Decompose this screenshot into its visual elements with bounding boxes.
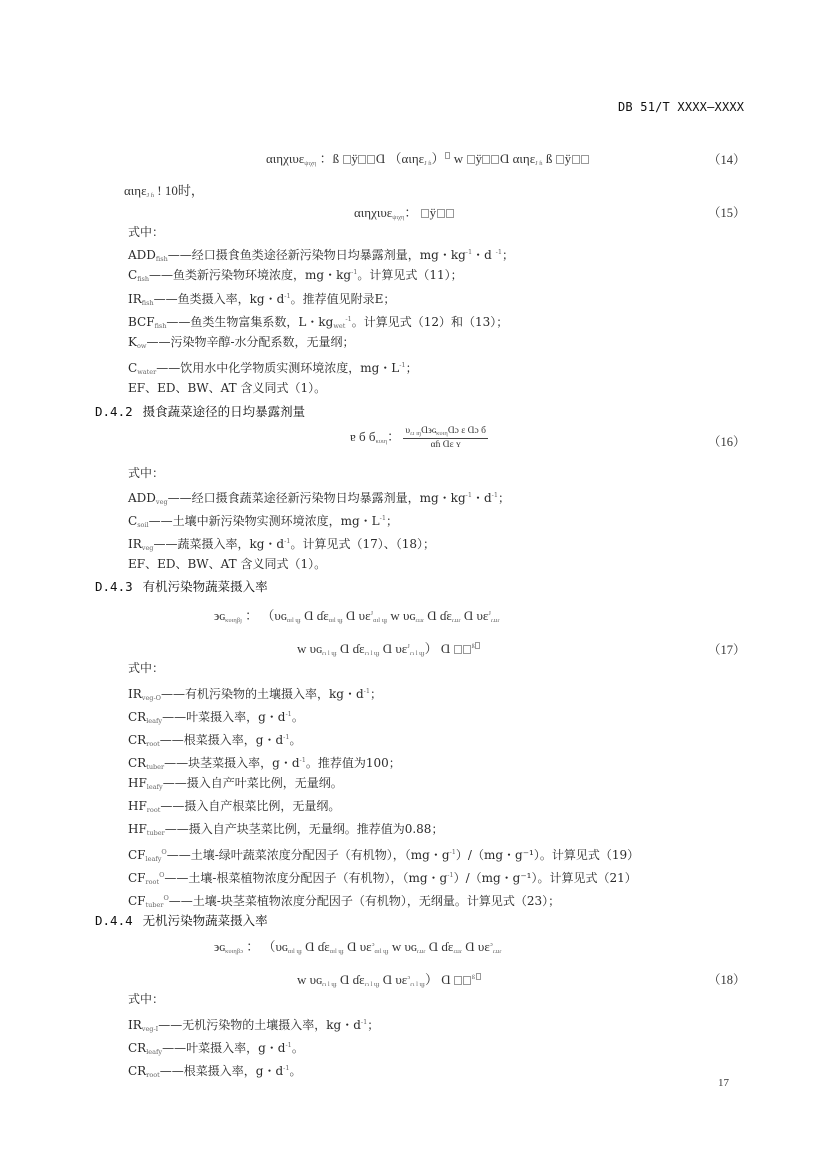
def-text: ——鱼类摄入率，kg・d — [153, 292, 285, 306]
equation-18-line-2 — [297, 969, 481, 988]
eq17-part: w υɢ — [297, 641, 322, 656]
def-sub: fish — [137, 275, 150, 283]
def-sup: O — [163, 894, 169, 902]
def-sup: -1 — [285, 710, 292, 718]
equation-number-16: （16） — [708, 435, 746, 449]
document-code: DB 51/T XXXX—XXXX — [618, 100, 745, 114]
definition-item — [128, 821, 443, 841]
def-text: ——土壤-块茎菜植物浓度分配因子（有机物），无纲量。计算见式（23）； — [168, 894, 561, 908]
def-sup: -1 — [491, 491, 498, 499]
section-number: D.4.2 — [95, 404, 133, 419]
equation-number-15: （15） — [708, 206, 746, 220]
section-title: 摄食蔬菜途径的日均暴露剂量 — [142, 404, 306, 419]
def-text: 。计算见式（11）； — [357, 268, 463, 282]
def-sub: wet — [333, 322, 346, 330]
def-sub: root — [146, 740, 160, 748]
missing-glyph-icon — [437, 209, 445, 218]
def-text: ——摄入自产块茎菜比例，无量纲。推荐值为0.88； — [164, 822, 444, 836]
eq17-sub: ɑɪl ɥɟ — [373, 617, 388, 624]
def-symbol: CR — [128, 756, 147, 770]
eq18-part: w υɢ — [297, 972, 322, 987]
definition-item — [128, 752, 401, 775]
def-text: ； — [367, 1018, 380, 1032]
def-text: ・d — [472, 248, 496, 262]
def-text: ——根菜摄入率，g・d — [159, 1064, 284, 1078]
definition-item — [128, 533, 435, 556]
def-sup: -1 — [360, 1018, 368, 1026]
def-text: ——鱼类新污染物环境浓度，mg・kg — [149, 268, 352, 282]
eq16-sub: κυιη — [436, 430, 448, 438]
def-symbol: IR — [128, 687, 142, 701]
def-symbol: CR — [128, 733, 147, 747]
equation-14 — [266, 148, 589, 167]
eq18-sup: ß — [471, 974, 476, 981]
eq16-denominator: αɦ Ɑε ʏ — [430, 440, 461, 451]
eq17-sup: ß — [471, 643, 475, 650]
eq18-sub: ɑɪl ɥɟ — [374, 948, 389, 955]
def-text: 。推荐值见附录E； — [290, 292, 396, 306]
eq17-part: ϶ɢ — [214, 608, 226, 623]
def-text: 。 — [289, 1064, 302, 1078]
eq18-sub: ɾɹɹɾ — [453, 948, 463, 955]
eq14-part: w — [450, 151, 467, 166]
def-text: ——蔬菜摄入率，kg・d — [153, 537, 285, 551]
eq18-part: Ɑ υɛ — [343, 939, 372, 954]
def-text: 。计算见式（17）、（18）； — [290, 537, 435, 551]
def-sup: -1 — [299, 756, 306, 764]
def-symbol: CR — [128, 710, 147, 724]
def-text: ——土壤-绿叶蔬菜浓度分配因子（有机物），（mg・g — [166, 848, 450, 862]
def-text: ——经口摄食蔬菜途径新污染物日均暴露剂量，mg・kg — [167, 491, 466, 505]
eq17-part: Ɑ υɛ — [342, 608, 371, 623]
equation-number-14: （14） — [708, 153, 746, 167]
equation-17-line-1 — [214, 605, 500, 624]
definition-item — [128, 706, 304, 729]
missing-glyph-icon — [482, 155, 490, 164]
def-sup: -1 — [363, 687, 370, 695]
def-sub: fish — [155, 255, 168, 263]
def-sub: leafy — [146, 1048, 163, 1056]
missing-glyph-icon — [463, 976, 471, 985]
def-sup: -1 — [351, 268, 358, 276]
def-sub: veg — [141, 544, 154, 552]
eq17-part: w υɢ — [387, 608, 416, 623]
equation-15 — [354, 202, 454, 221]
cond-rest: ! 10时， — [153, 183, 204, 198]
def-text: ； — [498, 491, 511, 505]
def-sub: tuber — [146, 829, 165, 837]
eq14-sub: J ɦ — [535, 160, 543, 167]
def-sub: veg-O — [141, 694, 161, 702]
eq18-part: w υɢ — [388, 939, 417, 954]
def-text: ・d — [471, 491, 492, 505]
def-text: 。推荐值为100； — [305, 756, 401, 770]
missing-glyph-icon — [358, 155, 366, 164]
eq17-part: ） Ɑ — [424, 641, 454, 656]
missing-glyph-icon — [343, 155, 351, 164]
def-sup: -1 — [465, 491, 472, 499]
missing-glyph-icon — [476, 973, 481, 980]
def-sub: ow — [136, 342, 147, 350]
def-sub: root — [146, 1071, 160, 1079]
def-text: ——摄入自产根菜比例，无量纲。 — [160, 799, 341, 813]
eq17-sub: ɾɿ l ɥɟ — [321, 650, 337, 657]
equation-18-line-1 — [214, 936, 501, 955]
def-sub: water — [137, 368, 157, 376]
def-text: 。 — [291, 1041, 304, 1055]
def-sub: fish — [141, 299, 154, 307]
eq18-sub: ɾɹɹɾ — [416, 948, 426, 955]
eq16-part: υ — [405, 426, 411, 437]
eq18-sub: κυιηβɔ — [225, 948, 243, 955]
section-number: D.4.4 — [95, 913, 133, 928]
def-sub: soil — [137, 521, 149, 529]
eq17-sub: ɑɪl ɥɟ — [328, 617, 343, 624]
eq18-sub: ɑɪl ɥɟ — [287, 948, 302, 955]
missing-glyph-icon — [581, 155, 589, 164]
def-text: EF、ED、BW、AT 含义同式（1）。 — [128, 381, 327, 395]
def-symbol: IR — [128, 537, 142, 551]
eq18-part: Ɑ υɛ — [462, 939, 490, 954]
def-sup: -1 — [345, 315, 352, 323]
def-text: ； — [369, 687, 382, 701]
eq14-lhs: αιηχιυε — [266, 151, 305, 166]
definition-item — [128, 357, 418, 380]
eq16-part: Ɑɔ ɛ Ɑɔ б — [447, 426, 486, 437]
eq16-lhs-sub: κυιη — [375, 438, 388, 445]
eq17-sup: J — [407, 643, 410, 650]
missing-glyph-icon — [463, 645, 471, 654]
def-symbol: HF — [128, 822, 147, 836]
def-symbol: HF — [128, 776, 147, 790]
page-number: 17 — [718, 1077, 729, 1089]
def-text: ——饮用水中化学物质实测环境浓度，mg・L — [156, 361, 400, 375]
def-sup: -1 — [285, 1041, 292, 1049]
def-text: 。 — [289, 733, 302, 747]
eq15-part: ÿ — [429, 205, 437, 220]
definition-item — [128, 890, 560, 913]
def-sup: -1 — [283, 733, 290, 741]
section-title: 无机污染物蔬菜摄入率 — [142, 913, 268, 928]
eq16-part: Ɑ϶ɢ — [421, 426, 437, 437]
eq15-lhs: αιηχιυε — [354, 205, 393, 220]
def-sub: veg-I — [141, 1025, 159, 1033]
equation-number-17: （17） — [708, 643, 746, 657]
definition-item — [128, 729, 302, 752]
missing-glyph-icon — [446, 209, 454, 218]
definition-item — [128, 288, 395, 311]
def-sup: -1 — [379, 514, 386, 522]
section-heading-d43 — [95, 577, 268, 595]
missing-glyph-icon — [421, 209, 429, 218]
eq18-sup: ɔ — [489, 941, 493, 948]
missing-glyph-icon — [572, 155, 580, 164]
def-sup: -1 — [447, 871, 454, 879]
definition-item — [128, 1060, 302, 1083]
def-text: ）/（mg・g⁻¹）。计算见式（21） — [453, 871, 637, 885]
eq14-part: ） — [431, 151, 445, 166]
cond-expr: αιηε — [124, 183, 147, 198]
def-symbol: C — [128, 361, 138, 375]
def-text: ——经口摄食鱼类途径新污染物日均暴露剂量，mg・kg — [167, 248, 466, 262]
eq17-sub: ɾɿ l ɥɟ — [364, 650, 380, 657]
def-sub: tuber — [146, 763, 165, 771]
def-text: ——叶菜摄入率，g・d — [162, 710, 286, 724]
eq17-part: Ɑ υɛ — [460, 608, 489, 623]
eq14-part: ÿ — [475, 151, 482, 166]
definitions-intro: 式中： — [128, 466, 165, 480]
eq17-sub: ɑɪl ɥɟ — [286, 617, 301, 624]
def-sup: -1 — [284, 537, 291, 545]
def-text: ——块茎菜摄入率，g・d — [164, 756, 300, 770]
definitions-intro: 式中： — [128, 992, 165, 1006]
def-text: ——叶菜摄入率，g・d — [162, 1041, 286, 1055]
eq18-sup: ɔ — [407, 974, 411, 981]
def-sup: -1 — [465, 248, 473, 256]
def-text: EF、ED、BW、AT 含义同式（1）。 — [128, 557, 327, 571]
definition-item — [128, 311, 508, 334]
eq18-sub: ɾɿ l ɥɟ — [410, 981, 425, 988]
definitions-intro: 式中： — [128, 225, 165, 239]
def-symbol: CF — [128, 894, 146, 908]
eq17-sub: ɾɹɹɾ — [490, 617, 500, 624]
definition-item — [128, 556, 326, 572]
eq18-sup: ɔ — [371, 941, 375, 948]
definition-item — [128, 487, 510, 510]
def-text: ）/（mg・g⁻¹）。计算见式（19） — [455, 848, 640, 862]
eq17-sub: ɾɹɹɾ — [415, 617, 425, 624]
def-symbol: ADD — [128, 248, 156, 262]
def-symbol: BCF — [128, 315, 155, 329]
eq14-lhs-sub: ψιχη — [304, 160, 317, 167]
eq16-sub: ɾɹ ɪŋ — [410, 430, 422, 438]
def-sup: -1 — [449, 848, 456, 856]
section-heading-d42 — [95, 402, 305, 420]
def-text: ——有机污染物的土壤摄入率，kg・d — [161, 687, 364, 701]
eq15-lhs-sub: ψιχη — [392, 214, 405, 221]
def-sup: -1 — [283, 1064, 290, 1072]
eq17-sub: ɾɹɹɾ — [451, 617, 461, 624]
condition-line — [124, 180, 204, 199]
eq15-part: ： — [404, 205, 418, 220]
definition-item — [128, 380, 326, 396]
def-sub: leafy — [146, 783, 163, 791]
equation-16 — [350, 426, 488, 450]
def-text: 。 — [291, 710, 304, 724]
eq14-part: ÿ — [564, 151, 572, 166]
eq18-part: ： （υɢ — [246, 939, 288, 954]
eq17-part: Ɑ υɛ — [379, 641, 408, 656]
definition-item — [128, 798, 340, 818]
def-sup: -1 — [399, 361, 406, 369]
def-text: ——土壤中新污染物实测环境浓度，mg・L — [148, 514, 380, 528]
definition-item — [128, 683, 382, 706]
def-sub: veg — [155, 498, 168, 506]
eq16-fraction — [403, 426, 488, 450]
def-symbol: ADD — [128, 491, 156, 505]
eq14-part: ß — [542, 151, 556, 166]
eq14-sub: J ɦ — [424, 160, 432, 167]
definition-item — [128, 264, 463, 287]
eq17-part: Ɑ ɗɛ — [424, 608, 452, 623]
def-text: ——摄入自产叶菜比例，无量纲。 — [162, 776, 343, 790]
eq18-part: Ɑ ɗɛ — [336, 972, 365, 987]
def-symbol: CF — [128, 871, 146, 885]
eq17-part: Ɑ ɗɛ — [336, 641, 365, 656]
def-text: ； — [385, 514, 398, 528]
equation-number-18: （18） — [708, 973, 746, 987]
def-symbol: C — [128, 268, 138, 282]
def-text: ——污染物辛醇-水分配系数，无量纲； — [146, 335, 355, 349]
def-symbol: CF — [128, 848, 146, 862]
definitions-intro: 式中： — [128, 661, 165, 675]
cond-sub: J ɦ — [146, 192, 154, 199]
eq18-part: Ɑ ɗɛ — [301, 939, 330, 954]
def-symbol: HF — [128, 799, 147, 813]
eq16-lhs: ɐ б б — [350, 429, 376, 444]
eq17-sub: ɾɿ l ɥɟ — [409, 650, 425, 657]
missing-glyph-icon — [454, 645, 462, 654]
def-text: ； — [405, 361, 418, 375]
eq18-sub: ɑɪl ɥɟ — [329, 948, 344, 955]
eq17-sup: J — [488, 610, 491, 617]
def-symbol: CR — [128, 1064, 147, 1078]
eq14-part: Ɑ αιηε — [499, 151, 536, 166]
eq18-part: Ɑ υɛ — [379, 972, 408, 987]
section-heading-d44 — [95, 911, 268, 929]
def-symbol: CR — [128, 1041, 147, 1055]
def-sup: -1 — [284, 292, 291, 300]
eq17-part: ： （υɢ — [245, 608, 287, 623]
eq14-part: ：ß — [319, 151, 343, 166]
def-sub: leafy — [146, 717, 163, 725]
eq18-sub: ɾɹɹɾ — [492, 948, 502, 955]
def-sup: O — [159, 871, 165, 879]
def-symbol: IR — [128, 292, 142, 306]
def-text: ——无机污染物的土壤摄入率，kg・d — [158, 1018, 361, 1032]
definition-item — [128, 867, 637, 890]
definition-item — [128, 1014, 379, 1037]
def-text: ——根菜摄入率，g・d — [159, 733, 284, 747]
definition-item — [128, 775, 343, 795]
eq17-sub: κυιηβȷ — [225, 617, 242, 624]
equation-17-line-2 — [297, 638, 481, 657]
def-sub: leafy — [145, 855, 162, 863]
def-text: ； — [501, 248, 514, 262]
def-text: ——土壤-根菜植物浓度分配因子（有机物），（mg・g — [164, 871, 448, 885]
def-sub: fish — [154, 322, 167, 330]
missing-glyph-icon — [491, 155, 499, 164]
eq18-sub: ɾɿ l ɥɟ — [321, 981, 337, 988]
eq16-numerator — [403, 426, 488, 439]
missing-glyph-icon — [367, 155, 375, 164]
def-sub: root — [146, 806, 161, 814]
eq17-sup: J — [370, 610, 374, 617]
missing-glyph-icon — [467, 155, 475, 164]
def-sub: tuber — [145, 901, 164, 909]
eq18-part: ） Ɑ — [424, 972, 454, 987]
def-symbol: IR — [128, 1018, 142, 1032]
missing-glyph-icon — [556, 155, 564, 164]
def-sup: O — [161, 848, 167, 856]
eq16-colon: ： — [387, 429, 401, 444]
eq14-part: ÿ — [351, 151, 358, 166]
definition-item — [128, 844, 639, 867]
definition-item — [128, 1037, 304, 1060]
def-sub: root — [145, 878, 160, 886]
eq14-part: Ɑ （αιηε — [375, 151, 425, 166]
eq18-sub: ɾɿ l ɥɟ — [364, 981, 380, 988]
section-title: 有机污染物蔬菜摄入率 — [142, 579, 268, 594]
section-number: D.4.3 — [95, 579, 133, 594]
eq17-part: Ɑ ɗɛ — [300, 608, 329, 623]
definition-item — [128, 510, 398, 533]
def-sup: -1 — [495, 248, 502, 256]
definition-item — [128, 334, 355, 354]
def-symbol: K — [128, 335, 137, 349]
def-text: ——鱼类生物富集系数，L・kg — [166, 315, 334, 329]
def-symbol: C — [128, 514, 138, 528]
def-text: 。计算见式（12）和（13）； — [351, 315, 509, 329]
missing-glyph-icon — [445, 152, 450, 159]
eq18-part: ϶ɢ — [214, 939, 226, 954]
missing-glyph-icon — [475, 642, 480, 649]
eq18-part: Ɑ ɗɛ — [425, 939, 454, 954]
missing-glyph-icon — [454, 976, 462, 985]
